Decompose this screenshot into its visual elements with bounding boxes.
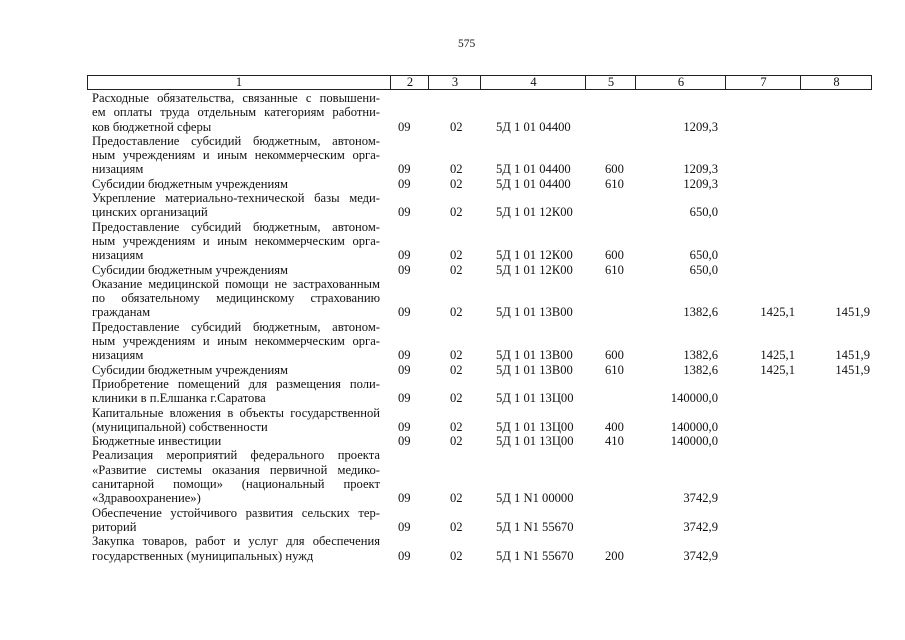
cell-c3: 02 [450, 176, 463, 191]
cell-c5: 610 [605, 176, 624, 191]
cell-c2: 09 [398, 362, 411, 377]
cell-c3: 02 [450, 548, 463, 563]
row-description-line: Предоставление субсидий бюджетным, автоном- [92, 133, 380, 148]
table-row [0, 377, 905, 406]
cell-c3: 02 [450, 262, 463, 277]
cell-c5: 200 [605, 548, 624, 563]
row-description-line: ным учреждениям и иным некоммерческим орга- [92, 148, 380, 163]
cell-c3: 02 [450, 362, 463, 377]
cell-c4: 5Д 1 01 12К00 [496, 262, 573, 277]
cell-c2: 09 [398, 176, 411, 191]
cell-c3: 02 [450, 205, 463, 220]
cell-c7: 1425,1 [760, 305, 795, 320]
header-col-1: 1 [235, 75, 243, 89]
cell-c3: 02 [450, 162, 463, 177]
row-description-line: санитарной помощи» (национальный проект [92, 477, 380, 492]
cell-c3: 02 [450, 119, 463, 134]
cell-c6: 1382,6 [683, 305, 718, 320]
cell-c2: 09 [398, 519, 411, 534]
row-description-line: Укрепление материально-технической базы меди- [92, 191, 380, 206]
row-description-line: ным учреждениям и иным некоммерческим орга- [92, 334, 380, 349]
cell-c4: 5Д 1 01 04400 [496, 119, 571, 134]
cell-c2: 09 [398, 419, 411, 434]
row-description-line: Субсидии бюджетным учреждениям [92, 262, 288, 277]
cell-c6: 1382,6 [683, 348, 718, 363]
row-description-line: «Здравоохранение») [92, 491, 201, 506]
cell-c6: 1209,3 [683, 162, 718, 177]
row-description-line: Капитальные вложения в объекты государственной [92, 405, 380, 420]
table-row [0, 220, 905, 263]
table-row [0, 434, 905, 448]
row-description-line: Бюджетные инвестиции [92, 434, 222, 449]
cell-c3: 02 [450, 391, 463, 406]
cell-c3: 02 [450, 305, 463, 320]
cell-c7: 1425,1 [760, 362, 795, 377]
row-description-line: низациям [92, 248, 144, 263]
row-description-line: низациям [92, 162, 144, 177]
cell-c6: 140000,0 [670, 434, 718, 449]
header-col-3: 3 [428, 76, 481, 89]
row-description-line: Реализация мероприятий федерального проекта [92, 448, 380, 463]
table-header [87, 75, 872, 90]
cell-c2: 09 [398, 262, 411, 277]
row-description-line: «Развитие системы оказания первичной медико- [92, 462, 380, 477]
cell-c4: 5Д 1 N1 55670 [496, 519, 574, 534]
cell-c6: 3742,9 [683, 491, 718, 506]
cell-c4: 5Д 1 01 13Ц00 [496, 434, 574, 449]
table-row [0, 277, 905, 320]
header-col-5: 5 [585, 76, 636, 89]
cell-c2: 09 [398, 119, 411, 134]
table-row [0, 448, 905, 505]
cell-c4: 5Д 1 01 04400 [496, 176, 571, 191]
table-row [0, 191, 905, 220]
cell-c6: 140000,0 [670, 419, 718, 434]
row-description-line: низациям [92, 348, 144, 363]
cell-c5: 600 [605, 162, 624, 177]
row-description-line: клиники в п.Елшанка г.Саратова [92, 391, 266, 406]
cell-c4: 5Д 1 01 13В00 [496, 305, 573, 320]
cell-c4: 5Д 1 01 12К00 [496, 205, 573, 220]
cell-c4: 5Д 1 01 04400 [496, 162, 571, 177]
header-col-7: 7 [725, 76, 801, 89]
row-description-line: Приобретение помещений для размещения поли- [92, 376, 380, 391]
table-row [0, 363, 905, 377]
cell-c6: 140000,0 [670, 391, 718, 406]
cell-c2: 09 [398, 248, 411, 263]
row-description-line: Закупка товаров, работ и услуг для обеспечения [92, 534, 380, 549]
row-description-line: риторий [92, 519, 137, 534]
cell-c6: 650,0 [689, 205, 718, 220]
cell-c8: 1451,9 [835, 305, 870, 320]
cell-c2: 09 [398, 162, 411, 177]
row-description-line: Субсидии бюджетным учреждениям [92, 362, 288, 377]
cell-c2: 09 [398, 548, 411, 563]
cell-c4: 5Д 1 01 13В00 [496, 348, 573, 363]
cell-c5: 600 [605, 348, 624, 363]
cell-c4: 5Д 1 01 13Ц00 [496, 419, 574, 434]
table-row [0, 320, 905, 363]
cell-c6: 3742,9 [683, 519, 718, 534]
cell-c6: 1209,3 [683, 176, 718, 191]
cell-c8: 1451,9 [835, 348, 870, 363]
row-description-line: ков бюджетной сферы [92, 119, 212, 134]
row-description-line: Предоставление субсидий бюджетным, автоном- [92, 319, 380, 334]
cell-c2: 09 [398, 348, 411, 363]
cell-c5: 610 [605, 262, 624, 277]
table-row [0, 406, 905, 435]
row-description-line: Оказание медицинской помощи не застрахованным [92, 276, 380, 291]
cell-c3: 02 [450, 419, 463, 434]
cell-c6: 650,0 [689, 262, 718, 277]
cell-c5: 600 [605, 248, 624, 263]
header-col-4: 4 [480, 76, 586, 89]
row-description-line: Обеспечение устойчивого развития сельских тер- [92, 505, 380, 520]
cell-c6: 1382,6 [683, 362, 718, 377]
row-description-line: ным учреждениям и иным некоммерческим орга- [92, 233, 380, 248]
table-row [0, 134, 905, 177]
table-row [0, 91, 905, 134]
row-description-line: Расходные обязательства, связанные с повышени- [92, 91, 380, 105]
cell-c6: 1209,3 [683, 119, 718, 134]
header-col-6: 6 [635, 76, 726, 89]
row-description-line: (муниципальной) собственности [92, 419, 268, 434]
cell-c8: 1451,9 [835, 362, 870, 377]
page-number: 575 [458, 38, 476, 50]
cell-c2: 09 [398, 391, 411, 406]
row-description-line: цинских организаций [92, 205, 208, 220]
cell-c7: 1425,1 [760, 348, 795, 363]
cell-c3: 02 [450, 248, 463, 263]
table-row [0, 177, 905, 191]
header-col-8: 8 [800, 76, 872, 89]
cell-c2: 09 [398, 491, 411, 506]
cell-c4: 5Д 1 01 13В00 [496, 362, 573, 377]
cell-c2: 09 [398, 205, 411, 220]
row-description-line: Субсидии бюджетным учреждениям [92, 176, 288, 191]
cell-c5: 400 [605, 419, 624, 434]
cell-c4: 5Д 1 01 13Ц00 [496, 391, 574, 406]
table-row [0, 506, 905, 535]
cell-c4: 5Д 1 N1 55670 [496, 548, 574, 563]
cell-c3: 02 [450, 519, 463, 534]
cell-c4: 5Д 1 01 12К00 [496, 248, 573, 263]
cell-c5: 410 [605, 434, 624, 449]
header-col-2: 2 [390, 76, 429, 89]
row-description-line: Предоставление субсидий бюджетным, автоном- [92, 219, 380, 234]
cell-c3: 02 [450, 348, 463, 363]
table-row [0, 263, 905, 277]
cell-c3: 02 [450, 491, 463, 506]
cell-c6: 3742,9 [683, 548, 718, 563]
cell-c4: 5Д 1 N1 00000 [496, 491, 574, 506]
row-description-line: по обязательному медицинскому страхованию [92, 291, 380, 306]
cell-c3: 02 [450, 434, 463, 449]
row-description-line: гражданам [92, 305, 151, 320]
cell-c2: 09 [398, 305, 411, 320]
table-body [0, 91, 905, 563]
row-description-line: государственных (муниципальных) нужд [92, 548, 314, 563]
cell-c5: 610 [605, 362, 624, 377]
table-row [0, 534, 905, 563]
cell-c6: 650,0 [689, 248, 718, 263]
row-description-line: ем оплаты труда отдельным категориям работни- [92, 105, 380, 120]
cell-c2: 09 [398, 434, 411, 449]
